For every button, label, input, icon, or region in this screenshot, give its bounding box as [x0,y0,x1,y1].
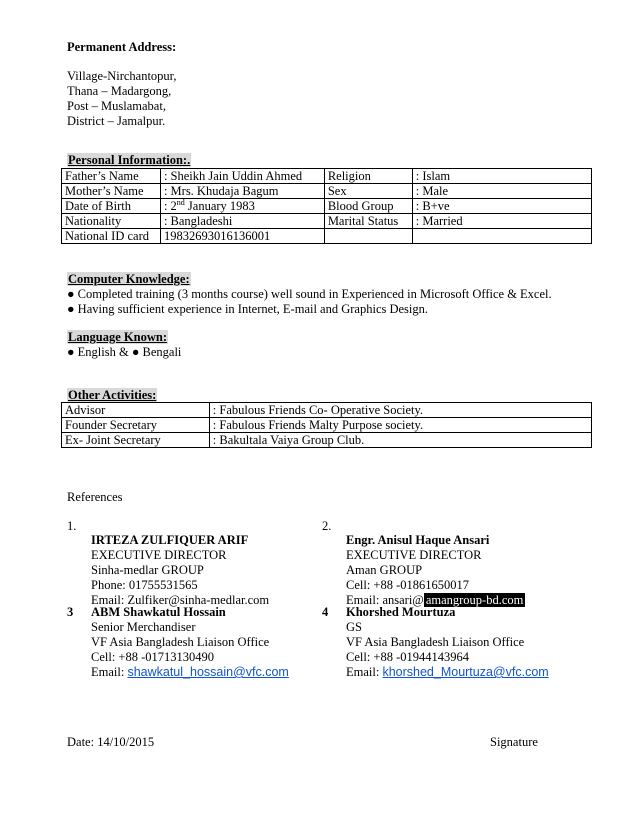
table-cell: Ex- Joint Secretary [62,433,210,448]
table-row [62,199,592,214]
computer-knowledge-heading: Computer Knowledge: [68,272,190,286]
ref-name: Engr. Anisul Haque Ansari [346,533,490,547]
dob-cell: : 2nd January 1983 [160,199,324,214]
table-cell [324,229,412,244]
ref-name: ABM Shawkatul Hossain [91,605,226,619]
ref-phone: Cell: +88 -01713130490 [91,650,215,664]
ref2-number: 2. [322,519,332,533]
ref-email: Email: Zulfiker@sinha-medlar.com [91,593,270,607]
table-cell: 19832693016136001 [160,229,324,244]
table-cell: : Married [412,214,591,229]
ref-email: Email: ansari@ amangroup-bd.com [346,593,524,607]
table-cell: Marital Status [324,214,412,229]
ref-title: Senior Merchandiser [91,620,196,634]
ref-phone: Cell: +88 -01861650017 [346,578,470,592]
reference-2 [346,533,525,608]
table-cell: Nationality [62,214,161,229]
personal-info-table [61,168,592,244]
table-cell: Founder Secretary [62,418,210,433]
language-heading: Language Known: [68,330,167,344]
ref-name: Khorshed Mourtuza [346,605,456,619]
list-item: ● Completed training (3 months course) well sound in Experienced in Microsoft Office & Excel. [67,287,552,301]
ref-email: Email: shawkatul_hossain@vfc.com [91,665,289,679]
ref-title: EXECUTIVE DIRECTOR [91,548,227,562]
ref-title: GS [346,620,362,634]
table-row [62,418,592,433]
ref-email: Email: khorshed_Mourtuza@vfc.com [346,665,549,679]
other-activities-heading: Other Activities: [68,388,157,402]
ref-org: Aman GROUP [346,563,423,577]
address-line: District – Jamalpur. [67,114,166,128]
table-row [62,214,592,229]
table-cell: Sex [324,184,412,199]
table-cell: : Bakultala Vaiya Group Club. [209,433,591,448]
table-cell: : Mrs. Khudaja Bagum [160,184,324,199]
ref-email-domain: amangroup-bd.com [425,593,524,607]
table-cell: : Fabulous Friends Co- Operative Society. [209,403,591,418]
table-cell: Mother’s Name [62,184,161,199]
permanent-address-heading: Permanent Address: [67,40,177,54]
table-row [62,184,592,199]
address-block [67,69,176,129]
table-row [62,169,592,184]
email-link[interactable]: khorshed_Mourtuza@vfc.com [382,665,549,679]
table-cell [412,229,591,244]
table-cell: : Islam [412,169,591,184]
ref-phone: Cell: +88 -01944143964 [346,650,470,664]
table-row [62,433,592,448]
ref1-number: 1. [67,519,77,533]
date-text: Date: 14/10/2015 [67,735,155,749]
ref-org: VF Asia Bangladesh Liaison Office [91,635,270,649]
signature-label: Signature [490,735,538,749]
references-heading: References [67,490,123,504]
ref-phone: Phone: 01755531565 [91,578,198,592]
ref-title: EXECUTIVE DIRECTOR [346,548,482,562]
ref-org: Sinha-medlar GROUP [91,563,204,577]
table-cell: : Male [412,184,591,199]
computer-knowledge-list [67,287,552,317]
address-line: Thana – Madargong, [67,84,172,98]
table-cell: Father’s Name [62,169,161,184]
ref4-number: 4 [322,605,329,619]
table-cell: Date of Birth [62,199,161,214]
ref-org: VF Asia Bangladesh Liaison Office [346,635,525,649]
language-text: ● English & ● Bengali [67,345,182,359]
address-line: Village-Nirchantopur, [67,69,177,83]
table-row [62,229,592,244]
list-item: ● Having sufficient experience in Internet, E-mail and Graphics Design. [67,302,429,316]
email-link[interactable]: shawkatul_hossain@vfc.com [127,665,289,679]
reference-1 [91,533,269,608]
reference-4 [346,605,549,680]
table-cell: Blood Group [324,199,412,214]
ref3-number: 3 [67,605,74,619]
personal-info-heading: Personal Information:. [68,153,191,167]
other-activities-table [61,402,592,448]
address-line: Post – Muslamabat, [67,99,166,113]
table-cell: Advisor [62,403,210,418]
table-cell: National ID card [62,229,161,244]
table-cell: : Fabulous Friends Malty Purpose society. [209,418,591,433]
table-cell: : Sheikh Jain Uddin Ahmed [160,169,324,184]
table-cell: : Bangladeshi [160,214,324,229]
reference-3 [91,605,289,680]
table-cell: Religion [324,169,412,184]
table-row [62,403,592,418]
table-cell: : B+ve [412,199,591,214]
ref-name: IRTEZA ZULFIQUER ARIF [91,533,249,547]
